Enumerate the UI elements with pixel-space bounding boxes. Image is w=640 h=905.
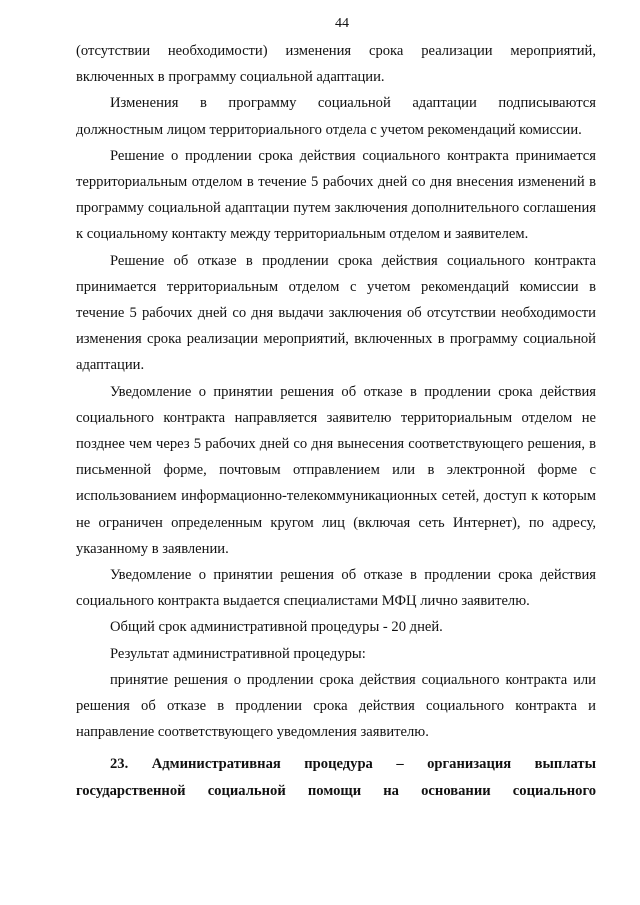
paragraph-1: (отсутствии необходимости) изменения срока реализации мероприятий, включенных в программу социальной адаптации. [76,43,596,86]
paragraph-9: принятие решения о продлении срока действия социального контракта или решения об отказе в продлении срока действия социального контракта и направление соответствующего уведомления заявителю. [76,671,596,741]
section-heading [76,751,596,803]
paragraph-6: Уведомление о принятии решения об отказе в продлении срока действия социального контракта выдается специалистами МФЦ лично заявителю. [76,567,596,610]
paragraph-4: Решение об отказе в продлении срока действия социального контракта принимается территориальным отделом с учетом рекомендаций комиссии в течение 5 рабочих дней со дня выдачи заключения об отсутствии необходимости изменения срока реализации мероприятий, включенных в программу социальной адаптации. [76,252,596,374]
paragraph-8: Результат административной процедуры: [110,645,366,662]
section-number: 23. [110,756,129,773]
paragraph-3: Решение о продлении срока действия социального контракта принимается территориальным отделом в течение 5 рабочих дней со дня внесения изменений в программу социальной адаптации путем заключения дополнительного соглашения к социальному контакту между территориальным отделом и заявителем. [76,147,596,243]
paragraph-7: Общий срок административной процедуры - 20 дней. [110,619,443,636]
paragraph-5: Уведомление о принятии решения об отказе в продлении срока действия социального контракта направляется заявителю территориальным отделом не позднее чем через 5 рабочих дней со дня вынесения соответствующего решения, в письменной форме, почтовым отправлением или в электронной форме с использованием информационно-телекоммуникационных сетей, доступ к которым не ограничен определенным кругом лиц (включая сеть Интернет), по адресу, указанному в заявлении. [76,383,596,557]
page-number: 44 [335,16,349,31]
document-page [76,14,596,804]
section-title: Административная процедура – организация выплаты государственной социальной помощи на основании социального [76,756,596,799]
paragraph-2: Изменения в программу социальной адаптации подписываются должностным лицом территориального отдела с учетом рекомендаций комиссии. [76,95,596,138]
